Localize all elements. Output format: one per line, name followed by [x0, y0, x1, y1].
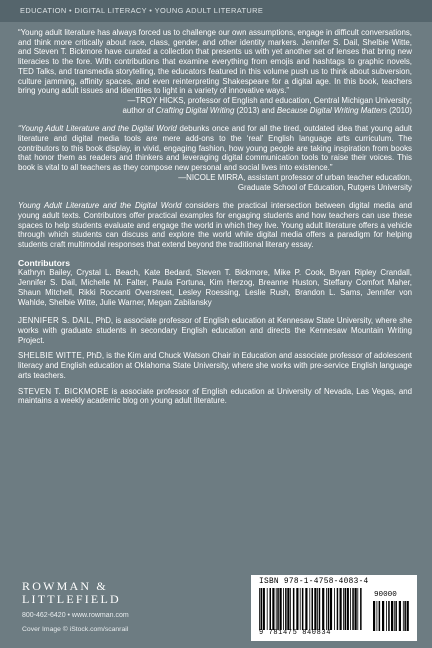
footer: [0, 572, 432, 648]
book-description: Young Adult Literature and the Digital World considers the practical intersection between digital media and young adult texts. Contributors offer practical examples for engaging students and how teachers can use these spaces to help students evaluate and engage the world in which they live. Young adult literature offers a vehicle through which students can discuss and explore the world while digital media offers a paradigm for helping students craft multimodal responses that extend beyond the traditional literary essay.: [18, 201, 412, 250]
barcode-bar: [283, 588, 284, 630]
barcode-bar: [277, 588, 279, 630]
barcode-bar: [302, 588, 304, 630]
barcode-bar: [267, 588, 268, 630]
barcode-bar: [317, 588, 318, 630]
barcode-bar: [312, 588, 314, 630]
barcode-bar: [360, 588, 362, 630]
blurb-hicks-attribution-2: author of Crafting Digital Writing (2013) and Because Digital Writing Matters (2010): [122, 105, 412, 115]
blurb-hicks-attribution-1: —TROY HICKS, professor of English and education, Central Michigan University;: [127, 95, 412, 105]
barcode-bar: [330, 588, 332, 630]
barcode-bar: [337, 588, 339, 630]
blurb-mirra-attribution-2: Graduate School of Education, Rutgers University: [237, 182, 412, 192]
barcode-bar: [391, 601, 393, 631]
blurb-mirra-attribution-1: —NICOLE MIRRA, assistant professor of urban teacher education,: [178, 172, 412, 182]
bio-witte: SHELBIE WITTE, PhD, is the Kim and Chuck Watson Chair in Education and associate professor of adolescent literacy and English education at Oklahoma State University, where she works with pre-service English language arts teachers.: [18, 351, 412, 380]
blurb-mirra: “Young Adult Literature and the Digital World debunks once and for all the tired, outdated idea that young adult literature and digital media tools are mere add-ons to the ‘real’ English language arts curriculum. The contributors to this book display, in vivid, engaging fashion, how young people are taking inspiration from books that honor them as readers and thinkers and leveraging digital communication tools to raise their voices. This book is vital to all teachers as they compose new personal and social lives into existence.”: [18, 124, 413, 173]
barcode-bar: [270, 588, 272, 630]
barcode-bar: [334, 588, 335, 630]
barcode-bar: [343, 588, 344, 630]
barcode-bar: [322, 588, 324, 630]
bio-bickmore: STEVEN T. BICKMORE is associate professor of English education at University of Nevada, Las Vegas, and maintains a weekly academic blog on young adult literature.: [18, 386, 413, 406]
isbn-barcode: [251, 575, 417, 641]
categories-label: EDUCATION • DIGITAL LITERACY • YOUNG ADULT LITERATURE: [20, 6, 264, 15]
barcode-bar: [305, 588, 307, 630]
barcode-bar: [345, 588, 347, 630]
barcode-bar: [355, 588, 357, 630]
barcode-bar: [287, 588, 289, 630]
barcode-bar: [382, 601, 384, 631]
barcode-bar: [259, 588, 260, 630]
barcode-bar: [407, 601, 409, 631]
publisher-contact: 800-462-6420 • www.rowman.com: [22, 612, 129, 619]
publisher-logo: ROWMAN & LITTLEFIELD: [22, 579, 121, 606]
barcode-bar: [300, 588, 301, 630]
barcode-bar: [261, 588, 263, 630]
barcode-bar: [314, 588, 316, 630]
category-bar: [0, 0, 432, 22]
barcode-bar: [309, 588, 310, 630]
barcode-digits: 9 781475 840834: [259, 629, 332, 637]
bio-dail: JENNIFER S. DAIL, PhD, is associate professor of English education at Kennesaw State University, where she works with graduate students in secondary English education and directs the Kennesaw Mountain Writing Project.: [18, 316, 412, 345]
contributors-heading: Contributors: [18, 257, 71, 268]
barcode-bar: [296, 588, 298, 630]
price-barcode-bars: [373, 601, 409, 631]
barcode-bar: [388, 601, 390, 631]
barcode-bar: [326, 588, 327, 630]
barcode-bar: [404, 601, 406, 631]
barcode-bar: [357, 588, 358, 630]
barcode-bar: [293, 588, 295, 630]
barcode-bar: [347, 588, 349, 630]
barcode-bar: [394, 601, 395, 631]
price-code: 90000: [374, 591, 397, 599]
barcode-bar: [340, 588, 342, 630]
barcode-bar: [319, 588, 321, 630]
barcode-bar: [395, 601, 397, 631]
barcode-bar: [377, 601, 378, 631]
barcode-bar: [399, 601, 401, 631]
barcode-bar: [386, 601, 387, 631]
barcode-bar: [290, 588, 291, 630]
blurb-hicks: “Young adult literature has always forced us to challenge our own assumptions, engage in difficult conversations, and think more critically about race, class, gender, and other identity markers. Jennifer S. Dail, Shelbie Witte, and Steven T. Bickmore have curated a collection that presents us with yet another set of lenses that bring new literacies to the fore. With contributions that examine everything from emojis and hashtags to graphic novels, TED Talks, and transmedia storytelling, the educators featured in this volume push us to think about subversion, culture jamming, affinity spaces, and even reinterpreting Shakespeare for a digital age. In this book, teachers bring young adult issues and identities to light in a variety of innovative ways.”: [18, 28, 412, 96]
barcode-bar: [379, 601, 381, 631]
barcode-bar: [276, 588, 277, 630]
barcode-bar: [352, 588, 354, 630]
barcode-bar: [285, 588, 287, 630]
ean-barcode-bars: [259, 588, 365, 630]
barcode-bar: [280, 588, 282, 630]
barcode-bar: [328, 588, 330, 630]
cover-image-credit: Cover Image © iStock.com/scanrail: [22, 626, 129, 633]
barcode-bar: [272, 588, 274, 630]
contributors-list: Kathryn Bailey, Crystal L. Beach, Kate Bedard, Steven T. Bickmore, Mike P. Cook, Bryan Ripley Crandall, Jennifer S. Dail, Michelle M. Falter, Paula Fortuna, Kim Herzog, Breanne Huston, Steffany Comfort Maher, Shaun Mitchell, Rikki Roccanti Overstreet, Lesley Roessing, Leslie Rush, Brandon L. Sams, Jennifer von Wahlde, Shelbie Witte, Julie Warner, Megan Zabilansky: [18, 268, 412, 307]
back-cover-text: [18, 28, 412, 406]
barcode-bar: [403, 601, 404, 631]
barcode-bar: [350, 588, 351, 630]
barcode-bar: [263, 588, 265, 630]
barcode-bar: [373, 601, 375, 631]
isbn-number: ISBN 978-1-4758-4083-4: [259, 578, 369, 586]
